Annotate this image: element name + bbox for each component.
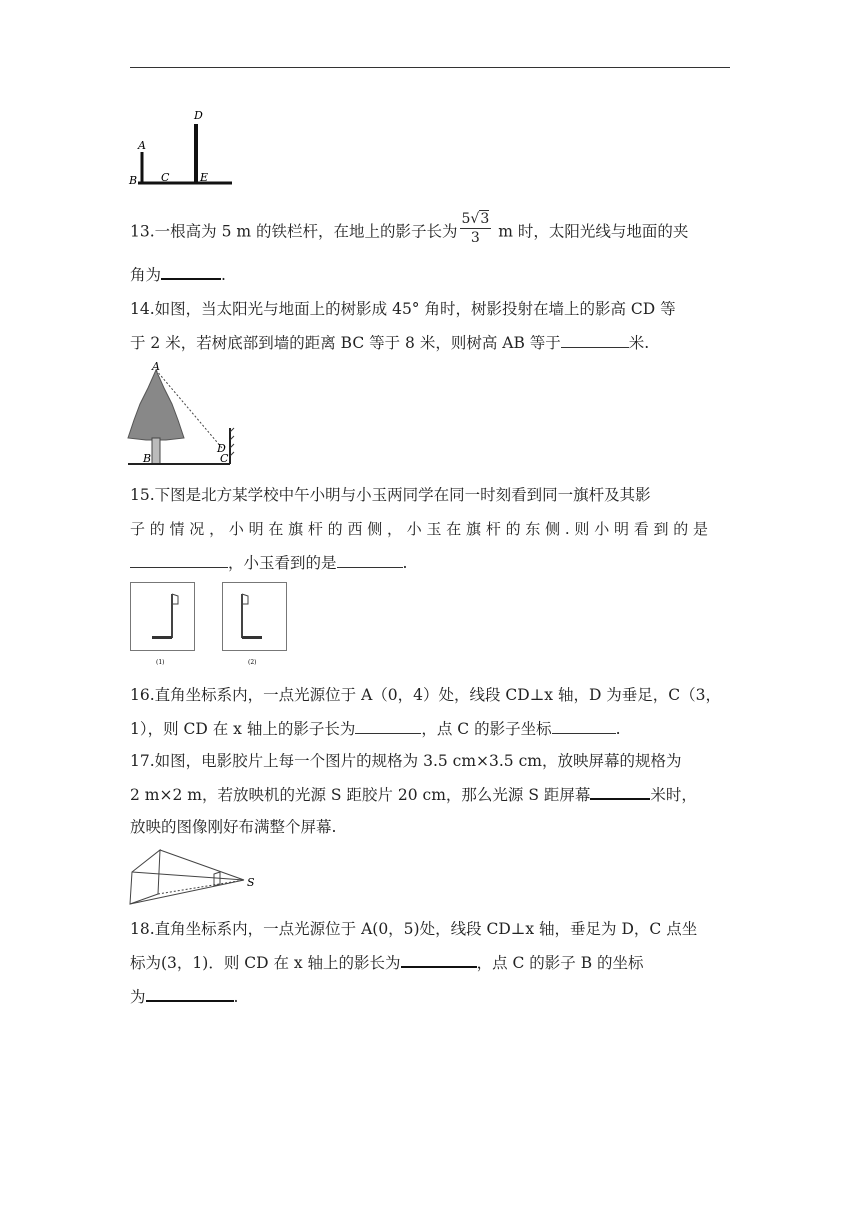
- answer-blank[interactable]: [337, 553, 403, 568]
- question-text: 角为: [130, 266, 162, 284]
- question-text: 18.直角坐标系内，一点光源位于 A(0，5)处，线段 CD⊥x 轴，垂足为 D，C 点坐: [130, 920, 698, 938]
- question-text: 米.: [628, 334, 650, 352]
- fraction-denominator: 3: [470, 230, 480, 246]
- label-D: D: [217, 442, 226, 455]
- label-A: A: [152, 362, 160, 373]
- answer-blank[interactable]: [130, 553, 228, 568]
- caption-1: (1): [156, 659, 165, 666]
- label-B: B: [129, 174, 138, 187]
- question-text: 1），则 CD 在 x 轴上的影子长为: [130, 720, 356, 738]
- question-number: 13.: [130, 222, 155, 241]
- question-17-line1: [130, 750, 730, 772]
- question-text: 子 的 情 况 ， 小 明 在 旗 杆 的 西 侧 ， 小 玉 在 旗 杆 的 东 侧 . 则 小 明 看 到 的 是: [130, 520, 709, 538]
- fraction: $\frac{5√3}{3}$: [461, 211, 490, 246]
- question-text: ，点 C 的影子 B 的坐标: [476, 954, 644, 972]
- question-text: 2 m×2 m，若放映机的光源 S 距胶片 20 cm，那么光源 S 距屏幕: [130, 786, 591, 804]
- question-16-line2: [130, 718, 730, 740]
- question-text: 17.如图，电影胶片上每一个图片的规格为 3.5 cm×3.5 cm，放映屏幕的规格为: [130, 752, 682, 770]
- figure-flagpole-2: [222, 582, 288, 668]
- caption-2: (2): [248, 659, 257, 666]
- question-text: 一根高为 5 m 的铁栏杆，在地上的影子长为: [154, 222, 458, 241]
- question-16-line1: [130, 684, 730, 706]
- question-text: 为: [130, 988, 146, 1006]
- question-15-line3: [130, 552, 730, 574]
- question-18-line3: [130, 986, 730, 1008]
- question-text: .: [615, 720, 621, 738]
- answer-blank[interactable]: [561, 333, 629, 348]
- label-B: B: [143, 452, 152, 465]
- question-text: 14.如图，当太阳光与地面上的树影成 45° 角时，树影投射在墙上的影高 CD 等: [130, 300, 676, 318]
- question-18-line2: [130, 952, 730, 974]
- question-14-line1: [130, 298, 730, 320]
- question-text: 米时，: [650, 786, 697, 804]
- question-text: .: [402, 554, 408, 572]
- question-17-line2: [130, 784, 730, 806]
- question-15-line2: [130, 518, 730, 540]
- question-text: 15.下图是北方某学校中午小明与小玉两同学在同一时刻看到同一旗杆及其影: [130, 486, 651, 504]
- question-13: [130, 211, 730, 251]
- question-13-line2: [130, 264, 730, 286]
- question-text: ，点 C 的影子坐标: [421, 720, 552, 738]
- figure-tree-wall: [126, 362, 238, 468]
- answer-blank[interactable]: [355, 719, 421, 734]
- label-C: C: [161, 171, 170, 184]
- question-text: 于 2 米，若树底部到墙的距离 BC 等于 8 米，则树高 AB 等于: [130, 334, 561, 352]
- question-text: .: [233, 988, 239, 1006]
- fraction-radicand: 3: [480, 211, 490, 227]
- question-text: 放映的图像刚好布满整个屏幕.: [130, 818, 337, 836]
- label-D: D: [194, 109, 203, 122]
- label-E: E: [200, 171, 209, 184]
- label-C: C: [220, 452, 229, 465]
- fraction-coef: 5: [461, 211, 471, 227]
- question-text: m 时，太阳光线与地面的夹: [493, 222, 689, 241]
- question-18-line1: [130, 918, 730, 940]
- answer-blank[interactable]: [146, 986, 234, 1002]
- question-text: 标为(3，1)．则 CD 在 x 轴上的影长为: [130, 954, 401, 972]
- label-A: A: [138, 139, 146, 152]
- figure-projector: [128, 846, 260, 910]
- header-rule: [130, 67, 730, 68]
- answer-blank[interactable]: [401, 952, 477, 968]
- answer-blank[interactable]: [590, 784, 650, 800]
- question-17-line3: [130, 816, 730, 838]
- question-15-line1: [130, 484, 730, 506]
- question-text: 16.直角坐标系内，一点光源位于 A（0，4）处，线段 CD⊥x 轴，D 为垂足，C（3，: [130, 686, 722, 704]
- question-14-line2: [130, 332, 730, 354]
- answer-blank[interactable]: [161, 264, 221, 280]
- figure-poles-shadow: [128, 106, 238, 188]
- question-text: ，小玉看到的是: [228, 554, 337, 572]
- figure-flagpole-1: [130, 582, 196, 668]
- question-text: .: [221, 266, 226, 284]
- label-S: S: [247, 876, 255, 889]
- answer-blank[interactable]: [552, 719, 616, 734]
